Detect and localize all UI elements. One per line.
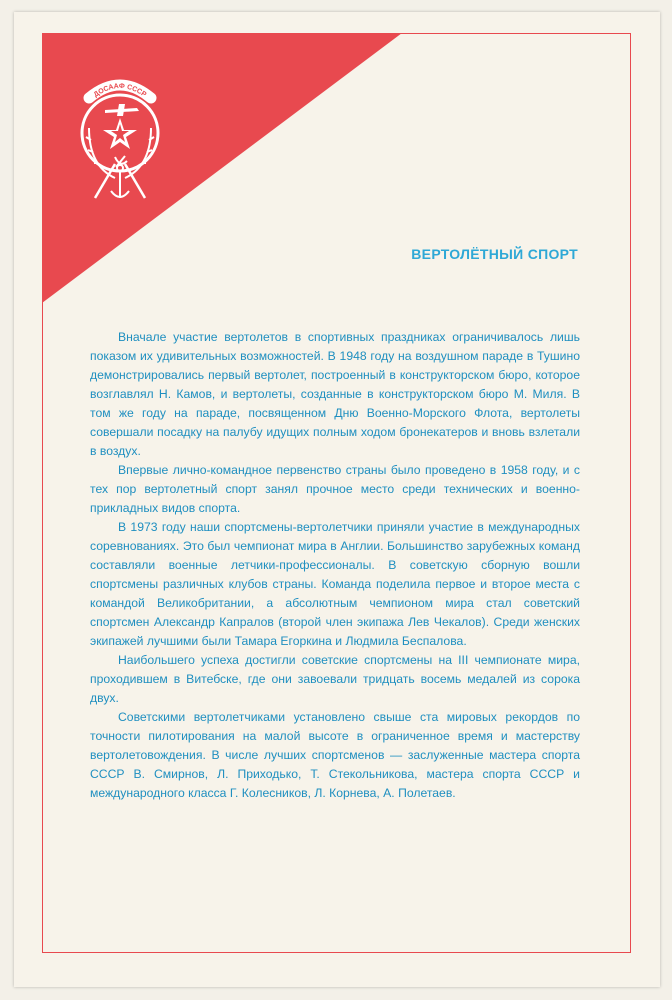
star-icon	[103, 118, 137, 149]
dosaaf-emblem	[75, 58, 165, 208]
paragraph: Наибольшего успеха достигли советские спортсмены на III чемпионате мира, проходившем в Витебске, где они завоевали тридцать восемь медалей из сорока двух.	[90, 653, 580, 705]
paragraph: Советскими вертолетчиками установлено свыше ста мировых рекордов по точности пилотирования на малой высоте в ограниченное время и мастерству вертолетовождения. В числе лучших спортсменов — заслуженные мастера спорта СССР В. Смирнов, Л. Приходько, Т. Стекольникова, мастера спорта СССР и международного класса Г. Колесников, Л. Корнева, А. Полетаев.	[90, 710, 580, 800]
emblem-ribbon-text: ДОСААФ СССР	[92, 82, 148, 99]
airplane-icon	[105, 104, 139, 116]
paragraph: Вначале участие вертолетов в спортивных праздниках ограничивалось лишь показом их удивительных возможностей. В 1948 году на воздушном параде в Тушино демонстрировались первый вертолет, построенный в конструкторском бюро, которое возглавлял Н. Камов, и вертолеты, созданные в конструкторском бюро М. Миля. В том же году на параде, посвященном Дню Военно-Морского Флота, вертолеты совершали посадку на палубу идущих полным ходом бронекатеров и вновь взлетали в воздух.	[90, 330, 580, 458]
paragraph: В 1973 году наши спортсмены-вертолетчики приняли участие в международных соревнованиях. Это был чемпионат мира в Англии. Большинство зарубежных команд составляли военные летчики-профессионалы. В советскую сборную вошли спортсмены различных клубов страны. Команда поделила первое и второе места с командой Великобритании, а абсолютным чемпионом мира стал советский спортсмен Александр Капралов (второй член экипажа Лев Чекалов). Среди женских экипажей лучшими были Тамара Егоркина и Людмила Беспалова.	[90, 520, 580, 648]
paragraph: Впервые лично-командное первенство страны было проведено в 1958 году, и с тех пор вертолетный спорт занял прочное место среди технических и военно-прикладных видов спорта.	[90, 463, 580, 515]
page-title: ВЕРТОЛЁТНЫЙ СПОРТ	[411, 246, 578, 262]
article-body	[90, 328, 580, 803]
